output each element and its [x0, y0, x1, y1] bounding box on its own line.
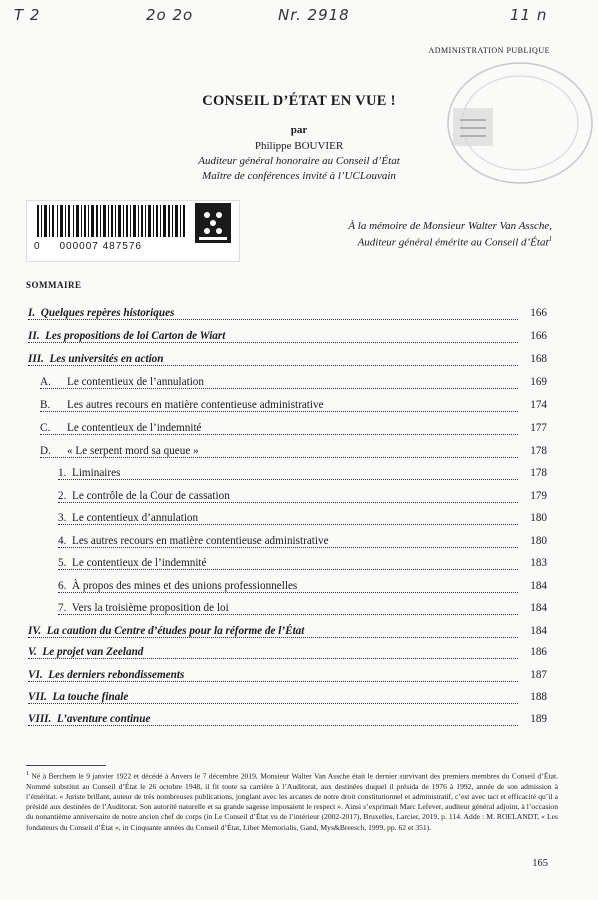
toc-entry-page: 184 [530, 602, 547, 614]
footnote-divider [26, 765, 106, 766]
toc-entry-text: Les autres recours en matière contentieuse administrative [67, 399, 324, 411]
toc-leader-dots [28, 637, 518, 638]
toc-entry[interactable] [0, 646, 598, 664]
toc-entry-page: 184 [530, 580, 547, 592]
toc-entry-page: 177 [530, 422, 547, 434]
toc-entry-page: 187 [530, 669, 547, 681]
article-title: CONSEIL D’ÉTAT EN VUE ! [202, 93, 396, 109]
toc-entry-page: 180 [530, 512, 547, 524]
toc-entry-page: 184 [530, 625, 547, 637]
toc-entry[interactable] [0, 669, 598, 687]
dedication-line-2 [358, 235, 552, 249]
toc-leader-dots [40, 457, 518, 458]
toc-entry-text: Le contentieux de l’indemnité [67, 422, 202, 434]
footnote-marker: 1 [26, 771, 29, 777]
by-line: par [290, 124, 308, 136]
barcode-number: 0 000007 487576 [34, 241, 142, 252]
toc-entry-page: 166 [530, 330, 547, 342]
toc-entry-label [28, 713, 152, 725]
toc-leader-dots [40, 388, 518, 389]
sommaire-heading: SOMMAIRE [26, 280, 82, 290]
toc-entry-page: 183 [530, 557, 547, 569]
toc-entry-label [28, 330, 227, 342]
toc-entry-page: 169 [530, 376, 547, 388]
toc-entry-label [40, 399, 326, 411]
toc-entry-page: 180 [530, 535, 547, 547]
dedication-text: Auditeur général émérite au Conseil d’État [357, 236, 549, 249]
toc-entry[interactable] [0, 307, 598, 325]
toc-entry[interactable] [0, 399, 598, 417]
toc-leader-dots [58, 614, 518, 615]
toc-entry-text: IV. La caution du Centre d’études pour la réforme de l’État [28, 625, 305, 637]
toc-entry-label [40, 422, 204, 434]
toc-entry-page: 178 [530, 467, 547, 479]
toc-entry-label [58, 602, 231, 614]
toc-leader-dots [58, 547, 518, 548]
handwritten-reference: Nr. 2918 [278, 6, 350, 24]
toc-entry-label [58, 490, 232, 502]
toc-entry[interactable] [0, 580, 598, 598]
toc-entry-text: II. Les propositions de loi Carton de Wiart [28, 330, 226, 342]
barcode-icon [27, 201, 239, 261]
toc-entry-text: V. Le projet van Zeeland [28, 646, 144, 658]
toc-entry-label [28, 625, 306, 637]
toc-leader-dots [58, 592, 518, 593]
toc-leader-dots [40, 434, 518, 435]
toc-entry-page: 168 [530, 353, 547, 365]
toc-entry-page: 189 [530, 713, 547, 725]
toc-entry-label [58, 535, 331, 547]
toc-entry-label [40, 445, 201, 457]
toc-entry-prefix: A. [40, 376, 51, 388]
footnote-text: Né à Berchem le 9 janvier 1922 et décédé à Anvers le 7 décembre 2019, Monsieur Walter Van Assche était le dernier survivant des premiers membres du Conseil d’État. Nommé substitut au Conseil d’État le 26 octobre 1948, il fit toute sa carrière à l’Auditorat, aux destinées duquel il présida de 1976 à 1992, année de son admission à l’éméritat. « Juriste brillant, auteur de très nombreuses publications, jonglant avec les arcanes de notre droit constitutionnel et administratif, c’est avec tact et efficacité qu’il a présidé aux destinées de l’Auditorat. Son autorité naturelle et sa grande sagesse imposaient le respect ». Ainsi s’exprimait Marc Lefever, auditeur général adjoint, à l’occasion du nonantième anniversaire de notre ancien chef de corps (in Le Conseil d’État vu de l’intérieur (2002-2017), Bruxelles, Larcier, 2019, p. 114. Adde : M. ROELANDT, « Les fondateurs du Conseil d’État », in Cinquante années du Conseil d’État, Liber Memorialis, Gand, Mys&Breesch, 1999, pp. 62 et 351). [26, 771, 558, 832]
toc-leader-dots [28, 342, 518, 343]
section-header: ADMINISTRATION PUBLIQUE [428, 46, 550, 55]
toc-entry[interactable] [0, 445, 598, 463]
toc-entry-page: 166 [530, 307, 547, 319]
toc-leader-dots [58, 524, 518, 525]
dedication-line-1: À la mémoire de Monsieur Walter Van Assche, [348, 220, 552, 232]
toc-entry-text: « Le serpent mord sa queue » [67, 445, 199, 457]
toc-entry-label [58, 557, 209, 569]
toc-entry[interactable] [0, 512, 598, 530]
toc-entry-text: Le contentieux de l’annulation [67, 376, 204, 388]
toc-entry-text: VIII. L’aventure continue [28, 713, 151, 725]
toc-leader-dots [58, 479, 518, 480]
toc-leader-dots [28, 725, 518, 726]
toc-entry-text: 4. Les autres recours en matière contentieuse administrative [58, 535, 329, 547]
toc-entry-text: 5. Le contentieux de l’indemnité [58, 557, 207, 569]
dedication-note-marker: 1 [548, 235, 552, 243]
toc-entry-label [28, 691, 130, 703]
toc-entry-text: VII. La touche finale [28, 691, 129, 703]
toc-leader-dots [58, 502, 518, 503]
toc-entry-text: VI. Les derniers rebondissements [28, 669, 185, 681]
toc-entry-label [40, 376, 206, 388]
toc-entry-text: 6. À propos des mines et des unions professionnelles [58, 580, 298, 592]
toc-entry-text: 7. Vers la troisième proposition de loi [58, 602, 229, 614]
toc-leader-dots [28, 365, 518, 366]
toc-entry-text: 3. Le contentieux d’annulation [58, 512, 199, 524]
handwritten-mark-left: T 2 [14, 6, 41, 24]
toc-entry[interactable] [0, 535, 598, 553]
toc-entry-text: III. Les universités en action [28, 353, 164, 365]
toc-entry-prefix: D. [40, 445, 51, 457]
toc-entry-page: 179 [530, 490, 547, 502]
toc-entry-label [58, 467, 122, 479]
toc-entry[interactable] [0, 713, 598, 731]
toc-entry-label [28, 646, 145, 658]
toc-leader-dots [28, 319, 518, 320]
toc-leader-dots [40, 411, 518, 412]
toc-entry[interactable] [0, 490, 598, 508]
toc-entry-label [28, 669, 186, 681]
toc-entry-label [58, 512, 200, 524]
toc-leader-dots [28, 681, 518, 682]
toc-entry[interactable] [0, 353, 598, 371]
toc-entry[interactable] [0, 376, 598, 394]
toc-entry-label [58, 580, 299, 592]
toc-entry-page: 188 [530, 691, 547, 703]
affiliation-1: Auditeur général honoraire au Conseil d’État [198, 155, 400, 167]
page-number: 165 [532, 858, 548, 869]
handwritten-year: 2o 2o [146, 6, 194, 24]
toc-entry[interactable] [0, 467, 598, 485]
footnote [26, 769, 558, 833]
toc-entry-prefix: B. [40, 399, 51, 411]
toc-entry[interactable] [0, 330, 598, 348]
toc-entry-text: 1. Liminaires [58, 467, 121, 479]
toc-entry-page: 174 [530, 399, 547, 411]
toc-leader-dots [28, 658, 518, 659]
toc-leader-dots [28, 703, 518, 704]
toc-leader-dots [58, 569, 518, 570]
handwritten-mark-right: 11 n [510, 6, 548, 24]
toc-entry-text: I. Quelques repères historiques [28, 307, 175, 319]
toc-entry[interactable] [0, 422, 598, 440]
toc-entry-prefix: C. [40, 422, 51, 434]
toc-entry[interactable] [0, 602, 598, 620]
toc-entry-label [28, 307, 176, 319]
author-name: Philippe BOUVIER [254, 140, 344, 152]
toc-entry-page: 186 [530, 646, 547, 658]
toc-entry[interactable] [0, 557, 598, 575]
barcode-sticker [26, 200, 240, 262]
toc-entry[interactable] [0, 625, 598, 643]
affiliation-2: Maître de conférences invité à l’UCLouvain [202, 170, 396, 182]
toc-entry-text: 2. Le contrôle de la Cour de cassation [58, 490, 230, 502]
toc-entry-label [28, 353, 166, 365]
toc-entry-page: 178 [530, 445, 547, 457]
toc-entry[interactable] [0, 691, 598, 709]
